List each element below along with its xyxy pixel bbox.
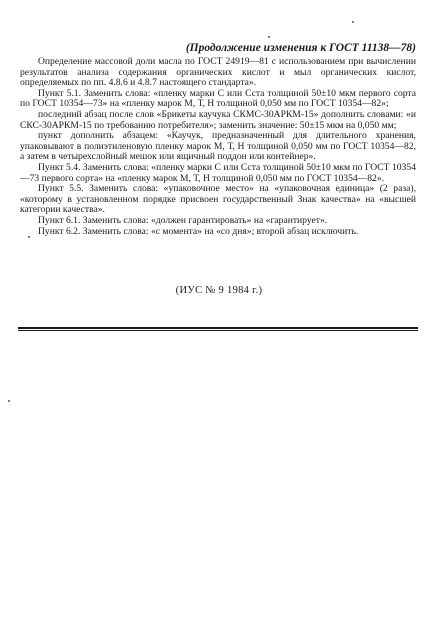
paragraph-clause-6-2: Пункт 6.2. Заменить слова: «с момента» на «со дня»; второй абзац исключить. <box>38 225 359 237</box>
paragraph-clause-5-1: Пункт 5.1. Заменить слова: «пленку марки С или Сста толщиной 50±10 мкм первого сорта по ГОСТ 10354—73» на «пленку марок М, Т, Н толщиной 0,050 мм по ГОСТ 10354—82»; <box>20 87 416 110</box>
paragraph-clause-6-1: Пункт 6.1. Заменить слова: «должен гарантировать» на «гарантирует». <box>38 214 328 226</box>
divider-line-secondary <box>18 330 418 331</box>
continuation-header: (Продолжение изменения к ГОСТ 11138—78) <box>185 42 416 54</box>
divider-line <box>18 327 418 329</box>
scan-speck <box>352 21 354 23</box>
scan-speck <box>8 400 10 402</box>
paragraph-oil-determination: Определение массовой доли масла по ГОСТ 24919—81 с использованием при вычислении результатов анализа содержания органических кислот и мыл органических кислот, определяемых по пп. 4.8.6 и 4.8.7 настоящего стандарта». <box>20 56 416 89</box>
paragraph-clause-5-4: Пункт 5.4. Заменить слова: «пленку марки С или Сста толщиной 50±10 мкм по ГОСТ 10354—73 первого сорта» на «пленку марок М, Т, Н толщиной 0,050 мм по ГОСТ 10354—82». <box>20 161 416 184</box>
paragraph-storage-addition: пункт дополнить абзацем: «Каучук, предназначенный для длительного хранения, упаковывают в полиэтиленовую пленку марок М, Т, Н толщиной 0,050 мм по ГОСТ 10354—82, а затем в четырехслойный мешок или ящичный поддон или контейнер». <box>20 130 416 163</box>
paragraph-last-clause-addition: последний абзац после слов «Брикеты каучука СКМС-30АРКМ-15» дополнить словами: «и СКС-30АРКМ-15 по требованию потребителя»; заменить значение: 50±15 мкм на 0,050 мм; <box>20 108 416 131</box>
amendment-text <box>20 57 416 237</box>
scan-speck <box>28 236 30 238</box>
issue-reference: (ИУС № 9 1984 г.) <box>175 285 263 296</box>
scan-speck <box>268 36 270 38</box>
paragraph-clause-5-5: Пункт 5.5. Заменить слова: «упаковочное место» на «упаковочная единица» (2 раза), «которому в установленном порядке присвоен государственный Знак качества» на «высшей категории качества». <box>20 183 416 216</box>
